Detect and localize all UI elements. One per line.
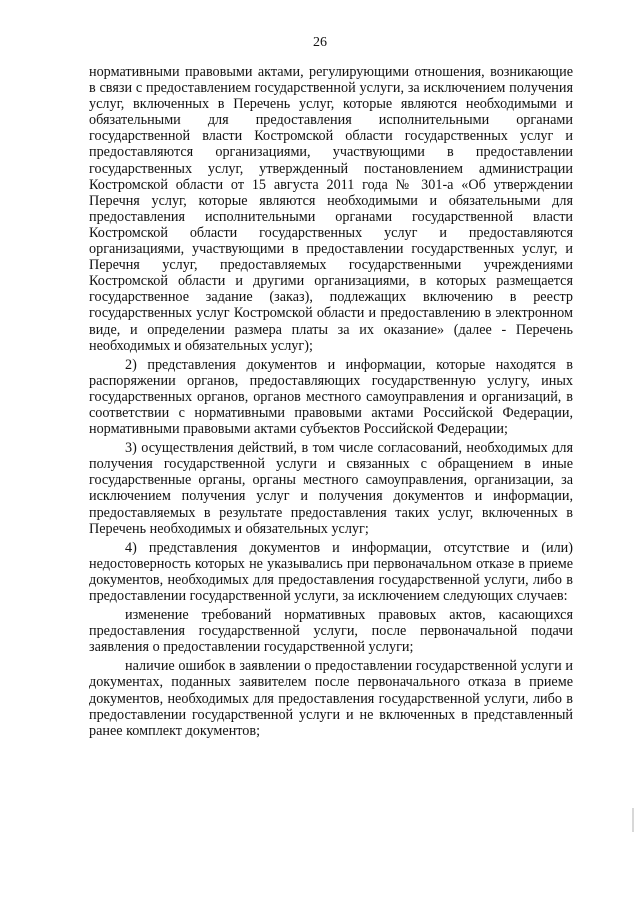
paragraph-case-2: наличие ошибок в заявлении о предоставлении государственной услуги и документах, поданных заявителем после первоначального отказа в приеме документов, необходимых для предоставления государственной услуги, либо в предоставлении государственной услуги и не включенных в представленный ранее комплект документов; [89, 658, 573, 739]
paragraph-item-4: 4) представления документов и информации, отсутствие и (или) недостоверность которых не указывались при первоначальном отказе в приеме документов, необходимых для предоставления государственной услуги, либо в предоставлении государственной услуги, за исключением следующих случаев: [89, 539, 573, 604]
paragraph-item-3: 3) осуществления действий, в том числе согласований, необходимых для получения государственной услуги и связанных с обращением в иные государственные органы, органы местного самоуправления, организации, за исключением получения услуг и получения документов и информации, предоставляемых в результате предоставления таких услуг, включенных в Перечень необходимых и обязательных услуг; [89, 440, 573, 537]
paragraph-continuation: нормативными правовыми актами, регулирующими отношения, возникающие в связи с предоставлением государственной услуги, за исключением получения услуг, включенных в Перечень услуг, которые являются необходимыми и обязательными для предоставления исполнительными органами государственной власти Костромской области государственных услуг и предоставляются организациями, участвующими в предоставлении государственных услуг, утвержденный постановлением администрации Костромской области от 15 августа 2011 года № 301-а «Об утверждении Перечня услуг, которые являются необходимыми и обязательными для предоставления исполнительными органами государственной власти Костромской области государственных услуг и предоставляются организациями, участвующими в предоставлении государственных услуг, и Перечня услуг, предоставляемых государственными учреждениями Костромской области и другими организациями, в которых размещается государственное задание (заказ), подлежащих включению в реестр государственных услуг Костромской области и предоставлению в электронном виде, и определении размера платы за их оказание» (далее - Перечень необходимых и обязательных услуг); [89, 64, 573, 354]
body-text [89, 64, 573, 739]
paragraph-case-1: изменение требований нормативных правовых актов, касающихся предоставления государственной услуги, после первоначальной подачи заявления о предоставлении государственной услуги; [89, 607, 573, 656]
paragraph-item-2: 2) представления документов и информации, которые находятся в распоряжении органов, предоставляющих государственную услугу, иных государственных органов, органов местного самоуправления и организаций, в соответствии с нормативными правовыми актами Российской Федерации, нормативными правовыми актами субъектов Российской Федерации; [89, 356, 573, 438]
scan-edge-mark [632, 808, 634, 832]
page-number: 26 [313, 35, 327, 50]
